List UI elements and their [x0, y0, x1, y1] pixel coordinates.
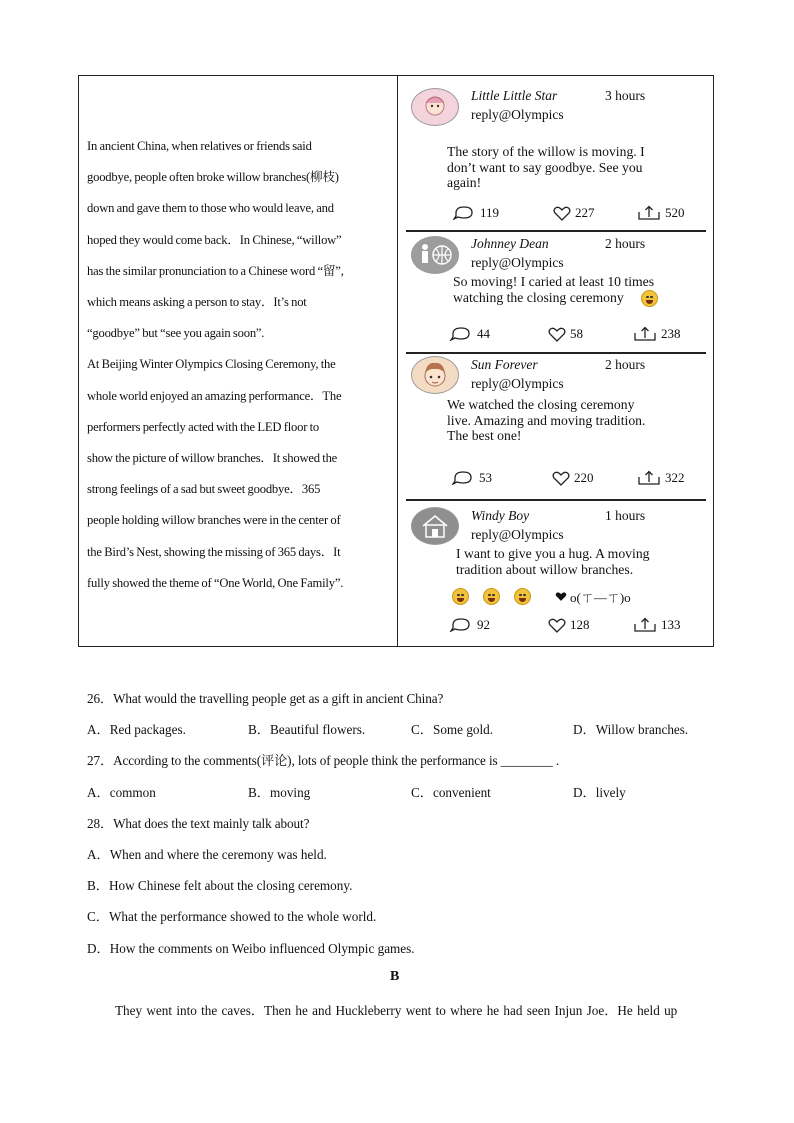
commenter-name[interactable]: Windy Boy [471, 508, 530, 523]
speech-bubble-icon [451, 471, 475, 485]
message-line: The best one! [447, 428, 522, 443]
passage-line: In ancient China, when relatives or friends said [87, 139, 312, 153]
message-line: again! [447, 175, 482, 190]
question-28-option-c[interactable]: C．What the performance showed to the whole world. [87, 909, 377, 924]
passage-line: show the picture of willow branches．It showed the [87, 451, 338, 466]
passage-line: “goodbye” but “see you again soon”. [87, 326, 265, 341]
laughing-crying-emoji-icon [483, 588, 500, 605]
reading-passage [87, 131, 391, 599]
message-line-text: watching the closing ceremony [453, 289, 624, 305]
comment-count-button[interactable] [451, 470, 492, 486]
message-line: The story of the willow is moving. I [447, 144, 645, 159]
reply-target[interactable]: reply@Olympics [471, 255, 564, 270]
like-count: 128 [570, 617, 590, 632]
like-button[interactable] [548, 617, 590, 633]
passage-line: hoped they would come back．In Chinese, “willow” [87, 232, 342, 247]
comment-count: 44 [477, 326, 490, 341]
reply-target[interactable]: reply@Olympics [471, 376, 564, 391]
laughing-crying-emoji-icon [514, 588, 531, 605]
house-avatar-icon [411, 507, 459, 545]
boy-avatar-icon [411, 356, 459, 394]
comment-stats [449, 470, 699, 488]
question-26-option-d[interactable]: D．Willow branches. [573, 722, 689, 737]
message-line: tradition about willow branches. [456, 561, 634, 577]
like-button[interactable] [548, 326, 583, 342]
comment-message [453, 274, 703, 307]
heart-icon [548, 327, 566, 342]
like-count: 58 [570, 326, 583, 341]
heart-icon [552, 471, 570, 486]
like-count: 227 [575, 205, 595, 220]
question-27-option-d[interactable]: D．lively [573, 785, 626, 800]
girl-avatar-icon [411, 88, 459, 126]
passage-line: whole world enjoyed an amazing performance．The [87, 388, 342, 403]
share-icon [637, 470, 661, 486]
globe-person-avatar-icon [411, 236, 459, 274]
passage-line: the Bird’s Nest, showing the missing of 365 days．It [87, 544, 341, 559]
message-line: live. Amazing and moving tradition. [447, 412, 646, 428]
share-button[interactable] [637, 470, 685, 486]
comment-time: 3 hours [605, 88, 646, 103]
comment-stats [449, 205, 699, 223]
comment-separator [406, 499, 706, 501]
emoticon [555, 587, 631, 606]
comment-count-button[interactable] [449, 326, 490, 342]
passage-line: people holding willow branches were in the center of [87, 513, 341, 528]
weibo-comment-card [406, 234, 706, 351]
message-line: don’t want to say goodbye. See you [447, 159, 643, 175]
share-button[interactable] [633, 617, 681, 633]
heart-icon [548, 618, 566, 633]
like-count: 220 [574, 470, 594, 485]
question-28-stem: 28．What does the text mainly talk about? [87, 816, 310, 831]
weibo-comment-card [406, 85, 706, 230]
comment-count: 53 [479, 470, 492, 485]
share-count: 520 [665, 205, 685, 220]
question-28-option-b[interactable]: B．How Chinese felt about the closing ceremony. [87, 878, 353, 893]
comment-count-button[interactable] [452, 205, 499, 221]
crying-emoji-icon [641, 290, 658, 307]
question-28-option-d[interactable]: D．How the comments on Weibo influenced Olympic games. [87, 941, 415, 956]
emoji-row [452, 587, 631, 606]
question-27-option-c[interactable]: C．convenient [411, 785, 491, 800]
share-icon [637, 205, 661, 221]
comment-count: 119 [480, 205, 500, 220]
comment-count: 92 [477, 617, 490, 632]
question-28-option-a[interactable]: A．When and where the ceremony was held. [87, 847, 327, 862]
comment-separator [406, 230, 706, 232]
filled-heart-icon [555, 591, 567, 602]
share-count: 133 [661, 617, 681, 632]
comment-stats [449, 326, 699, 344]
question-27-option-b[interactable]: B．moving [248, 785, 311, 800]
comment-stats [449, 617, 699, 635]
question-26-option-b[interactable]: B．Beautiful flowers. [248, 722, 366, 737]
heart-icon [553, 206, 571, 221]
weibo-comment-card [406, 506, 706, 644]
comment-time: 1 hours [605, 508, 646, 523]
comment-message [456, 546, 696, 577]
passage-line: has the similar pronunciation to a Chinese word “留”, [87, 263, 344, 278]
share-button[interactable] [633, 326, 681, 342]
table-divider [397, 75, 398, 647]
commenter-name[interactable]: Sun Forever [471, 357, 538, 372]
speech-bubble-icon [449, 618, 473, 632]
passage-line: At Beijing Winter Olympics Closing Ceremony, the [87, 357, 336, 372]
message-line: So moving! I caried at least 10 times [453, 274, 655, 289]
message-line: We watched the closing ceremony [447, 397, 635, 412]
question-27-option-a[interactable]: A．common [87, 785, 156, 800]
comment-message [447, 397, 687, 444]
reply-target[interactable]: reply@Olympics [471, 527, 564, 542]
comment-time: 2 hours [605, 236, 646, 251]
like-button[interactable] [552, 470, 594, 486]
question-27-stem: 27．According to the comments(评论), lots of people think the performance is ________ . [87, 753, 560, 768]
commenter-name[interactable]: Little Little Star [471, 88, 558, 103]
passage-line: down and gave them to those who would leave, and [87, 201, 334, 216]
share-count: 322 [665, 470, 685, 485]
share-button[interactable] [637, 205, 685, 221]
comment-message [447, 144, 687, 191]
question-26-option-c[interactable]: C．Some gold. [411, 722, 494, 737]
question-26-option-a[interactable]: A．Red packages. [87, 722, 186, 737]
passage-line: which means asking a person to stay．It’s not [87, 295, 307, 310]
speech-bubble-icon [449, 327, 473, 341]
comment-count-button[interactable] [449, 617, 490, 633]
comment-time: 2 hours [605, 357, 646, 372]
passage-line: fully showed the theme of “One World, One Family”. [87, 575, 344, 590]
share-icon [633, 326, 657, 342]
passage-line: goodbye, people often broke willow branches(柳枝) [87, 170, 339, 185]
section-heading: B [390, 969, 400, 984]
passage-line: strong feelings of a sad but sweet goodbye．365 [87, 482, 321, 497]
story-passage-line: They went into the caves．Then he and Huckleberry went to where he had seen Injun Joe．He held up [115, 1003, 678, 1018]
question-26-stem: 26．What would the travelling people get as a gift in ancient China? [87, 691, 444, 706]
message-line: I want to give you a hug. A moving [456, 546, 650, 561]
commenter-name[interactable]: Johnney Dean [471, 236, 549, 251]
comment-separator [406, 352, 706, 354]
emoticon-text: o(ㄒ—ㄒ)o [570, 590, 631, 605]
share-icon [633, 617, 657, 633]
like-button[interactable] [553, 205, 595, 221]
reply-target[interactable]: reply@Olympics [471, 107, 564, 122]
message-line [453, 290, 703, 307]
weibo-comment-card [406, 356, 706, 498]
share-count: 238 [661, 326, 681, 341]
laughing-crying-emoji-icon [452, 588, 469, 605]
speech-bubble-icon [452, 206, 476, 220]
passage-line: performers perfectly acted with the LED floor to [87, 419, 320, 434]
